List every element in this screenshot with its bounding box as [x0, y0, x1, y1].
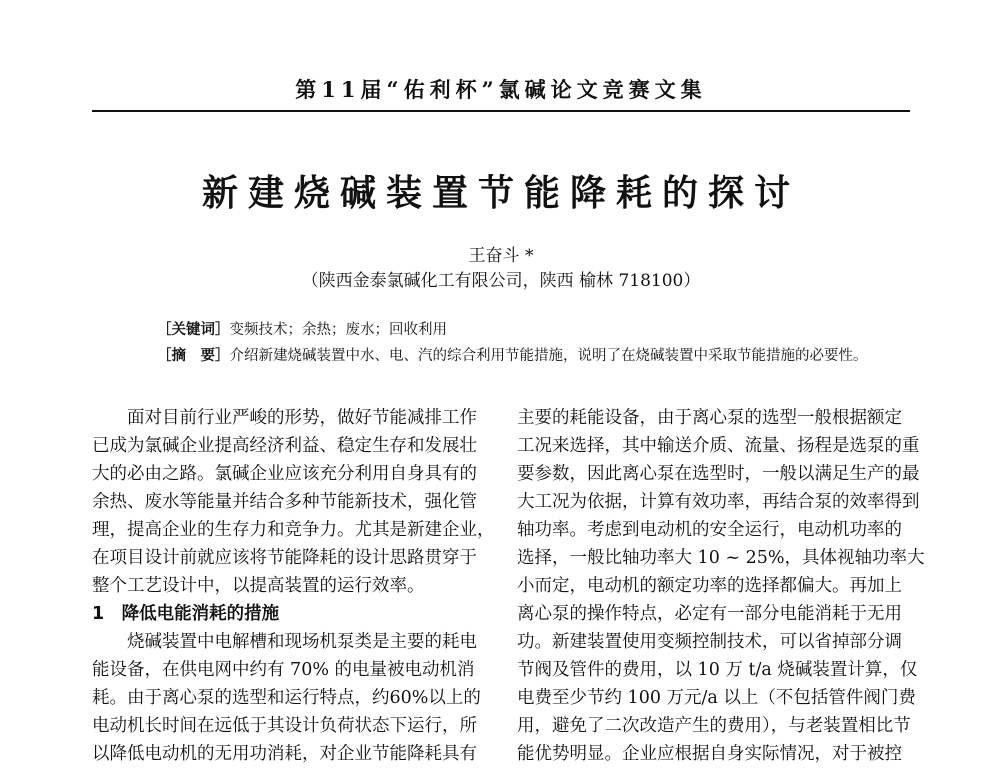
body-line: 离心泵的操作特点，必定有一部分电能消耗于无用	[517, 604, 902, 624]
body-line: 主要的耗能设备，由于离心泵的选型一般根据额定	[517, 408, 902, 428]
body-line: 面对目前行业严峻的形势，做好节能减排工作	[92, 408, 477, 428]
running-head: 第11届“佑利杯”氯碱论文竞赛文集	[295, 77, 707, 102]
body-line: 烧碱装置中电解槽和现场机泵类是主要的耗电	[92, 632, 477, 652]
abstract-label: ［摘 要］	[157, 347, 230, 364]
keywords-line	[157, 320, 917, 340]
body-line: 选择，一般比轴功率大 10 ~ 25%，具体视轴功率大	[517, 548, 925, 568]
body-line: 小而定，电动机的额定功率的选择都偏大。再加上	[517, 576, 902, 596]
body-line: 工况来选择，其中输送介质、流量、扬程是选泵的重	[517, 436, 920, 456]
article-title: 新建烧碱装置节能降耗的探讨	[201, 172, 800, 214]
body-line: 大的必由之路。氯碱企业应该充分利用自身具有的	[92, 464, 477, 484]
body-line: 电费至少节约 100 万元/a 以上（不包括管件阀门费	[517, 688, 916, 708]
section-heading: 1 降低电能消耗的措施	[92, 604, 280, 624]
abstract-text: 介绍新建烧碱装置中水、电、汽的综合利用节能措施，说明了在烧碱装置中采取节能措施的必要性。	[229, 348, 868, 364]
author: 王奋斗 *	[468, 246, 534, 266]
body-line: 功。新建装置使用变频控制技术，可以省掉部分调	[517, 632, 902, 652]
abstract-line	[157, 346, 917, 366]
keywords-label: ［关键词］	[157, 321, 230, 338]
body-line: 已成为氯碱企业提高经济利益、稳定生存和发展壮	[92, 436, 477, 456]
body-line: 能优势明显。企业应根据自身实际情况，对于被控	[517, 744, 902, 764]
body-line: 能设备，在供电网中约有 70% 的电量被电动机消	[92, 660, 475, 680]
body-line: 要参数，因此离心泵在选型时，一般以满足生产的最	[517, 464, 920, 484]
body-line: 用，避免了二次改造产生的费用），与老装置相比节	[517, 716, 911, 736]
body-line: 耗。由于离心泵的选型和运行特点，约60%以上的	[92, 688, 481, 708]
body-line: 轴功率。考虑到电动机的安全运行，电动机功率的	[517, 520, 902, 540]
body-line: 余热、废水等能量并结合多种节能新技术，强化管	[92, 492, 477, 512]
body-line: 理，提高企业的生存力和竞争力。尤其是新建企业，	[92, 520, 495, 540]
body-line: 以降低电动机的无用功消耗，对企业节能降耗具有	[92, 744, 477, 764]
body-line: 大工况为依据，计算有效功率，再结合泵的效率得到	[517, 492, 920, 512]
body-line: 电动机长时间在远低于其设计负荷状态下运行，所	[92, 716, 477, 736]
body-line: 节阀及管件的费用，以 10 万 t/a 烧碱装置计算，仅	[517, 660, 918, 680]
body-line: 整个工艺设计中，以提高装置的运行效率。	[92, 576, 425, 596]
header-rule	[92, 110, 910, 112]
keywords-text: 变频技术；余热；废水；回收利用	[229, 322, 447, 338]
body-line: 在项目设计前就应该将节能降耗的设计思路贯穿于	[92, 548, 477, 568]
affiliation: （陕西金泰氯碱化工有限公司，陕西 榆林 718100）	[301, 271, 701, 291]
